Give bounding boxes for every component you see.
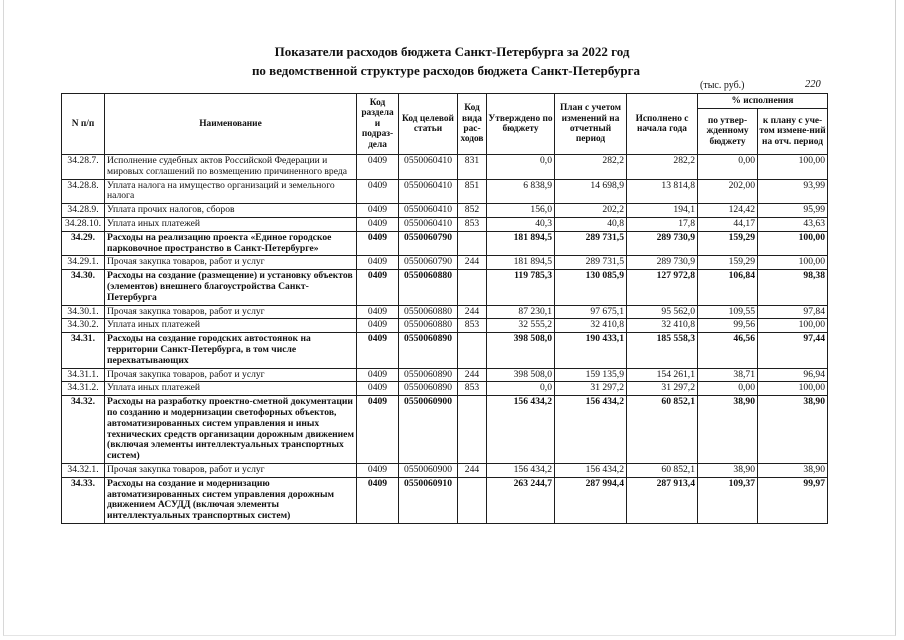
row-approved: 87 230,1: [487, 305, 555, 319]
row-executed: 32 410,8: [627, 319, 698, 333]
row-section: 0409: [357, 333, 399, 368]
row-plan: 287 994,4: [555, 477, 627, 523]
row-section: 0409: [357, 319, 399, 333]
header-num: N п/п: [62, 94, 105, 155]
row-article: 0550060890: [399, 368, 458, 382]
row-num: 34.28.10.: [62, 217, 105, 231]
row-num: 34.31.: [62, 333, 105, 368]
row-plan: 190 433,1: [555, 333, 627, 368]
row-section: 0409: [357, 305, 399, 319]
row-pct-plan: 38,90: [758, 463, 828, 477]
row-executed: 127 972,8: [627, 270, 698, 305]
row-executed: 185 558,3: [627, 333, 698, 368]
row-approved: 263 244,7: [487, 477, 555, 523]
header-approved: Утверждено по бюджету: [487, 94, 555, 155]
table-row: [62, 204, 828, 218]
row-pct-approved: 202,00: [698, 179, 758, 204]
row-plan: 159 135,9: [555, 368, 627, 382]
row-name: Прочая закупка товаров, работ и услуг: [105, 256, 357, 270]
row-executed: 31 297,2: [627, 382, 698, 396]
header-plan: План с учетом изменений на отчетный период: [555, 94, 627, 155]
row-pct-approved: 109,55: [698, 305, 758, 319]
row-plan: 97 675,1: [555, 305, 627, 319]
table-row: [62, 256, 828, 270]
row-article: 0550060880: [399, 270, 458, 305]
row-approved: 6 838,9: [487, 179, 555, 204]
row-pct-plan: 98,38: [758, 270, 828, 305]
row-num: 34.33.: [62, 477, 105, 523]
row-name: Расходы на разработку проектно-сметной документации по созданию и модернизации светофорных объектов, автоматизированных систем управления и иных технических средств организации дорожным движением (включая элементы интеллектуальных транспортных систем): [105, 396, 357, 464]
row-type: 244: [458, 368, 487, 382]
row-article: 0550060900: [399, 463, 458, 477]
row-pct-approved: 159,29: [698, 256, 758, 270]
budget-table: [61, 93, 828, 524]
table-row: [62, 463, 828, 477]
row-name: Расходы на создание городских автостоянок на территории Санкт-Петербурга, в том числе перехватывающих: [105, 333, 357, 368]
row-pct-plan: 43,63: [758, 217, 828, 231]
table-row: [62, 231, 828, 256]
row-name: Прочая закупка товаров, работ и услуг: [105, 463, 357, 477]
row-pct-plan: 100,00: [758, 382, 828, 396]
row-executed: 282,2: [627, 155, 698, 180]
row-pct-plan: 95,99: [758, 204, 828, 218]
row-executed: 17,8: [627, 217, 698, 231]
row-pct-plan: 100,00: [758, 256, 828, 270]
row-name: Уплата иных платежей: [105, 382, 357, 396]
row-pct-approved: 46,56: [698, 333, 758, 368]
header-section: Код раздела и подраз-дела: [357, 94, 399, 155]
table-row: [62, 217, 828, 231]
row-approved: 40,3: [487, 217, 555, 231]
table-body: [62, 155, 828, 524]
row-article: 0550060880: [399, 319, 458, 333]
row-pct-approved: 0,00: [698, 155, 758, 180]
row-executed: 154 261,1: [627, 368, 698, 382]
row-article: 0550060410: [399, 204, 458, 218]
table-row: [62, 179, 828, 204]
row-num: 34.28.9.: [62, 204, 105, 218]
row-approved: 0,0: [487, 382, 555, 396]
row-type: 852: [458, 204, 487, 218]
units-label: (тыс. руб.): [700, 80, 745, 91]
row-name: Расходы на создание (размещение) и установку объектов (элементов) внешнего благоустройства Санкт-Петербурга: [105, 270, 357, 305]
row-name: Уплата налога на имущество организаций и земельного налога: [105, 179, 357, 204]
table-row: [62, 333, 828, 368]
row-type: 853: [458, 382, 487, 396]
row-plan: 202,2: [555, 204, 627, 218]
page-number: 220: [805, 79, 821, 90]
row-num: 34.30.: [62, 270, 105, 305]
row-type: [458, 333, 487, 368]
row-pct-plan: 96,94: [758, 368, 828, 382]
row-section: 0409: [357, 477, 399, 523]
row-plan: 31 297,2: [555, 382, 627, 396]
row-num: 34.30.1.: [62, 305, 105, 319]
doc-title-line2: по ведомственной структуре расходов бюджета Санкт-Петербурга: [251, 63, 641, 78]
row-type: [458, 270, 487, 305]
row-approved: 156 434,2: [487, 396, 555, 464]
row-plan: 156 434,2: [555, 396, 627, 464]
row-num: 34.30.2.: [62, 319, 105, 333]
row-num: 34.29.: [62, 231, 105, 256]
row-num: 34.31.1.: [62, 368, 105, 382]
row-pct-plan: 100,00: [758, 155, 828, 180]
row-article: 0550060910: [399, 477, 458, 523]
table-row: [62, 305, 828, 319]
row-type: 853: [458, 217, 487, 231]
row-plan: 289 731,5: [555, 256, 627, 270]
row-approved: 32 555,2: [487, 319, 555, 333]
table-row: [62, 155, 828, 180]
row-type: 244: [458, 463, 487, 477]
row-pct-approved: 38,90: [698, 396, 758, 464]
row-section: 0409: [357, 179, 399, 204]
row-name: Расходы на создание и модернизацию автоматизированных систем управления дорожным движением АСУДД (включая элементы интеллектуальных транспортных систем): [105, 477, 357, 523]
row-plan: 156 434,2: [555, 463, 627, 477]
row-section: 0409: [357, 155, 399, 180]
row-executed: 60 852,1: [627, 463, 698, 477]
row-plan: 14 698,9: [555, 179, 627, 204]
header-pct-plan: к плану с уче-том измене-ний на отч. период: [758, 109, 828, 155]
row-plan: 289 731,5: [555, 231, 627, 256]
row-executed: 13 814,8: [627, 179, 698, 204]
row-type: [458, 477, 487, 523]
row-plan: 130 085,9: [555, 270, 627, 305]
row-pct-approved: 99,56: [698, 319, 758, 333]
row-section: 0409: [357, 231, 399, 256]
row-name: Уплата прочих налогов, сборов: [105, 204, 357, 218]
row-num: 34.31.2.: [62, 382, 105, 396]
row-name: Исполнение судебных актов Российской Федерации и мировых соглашений по возмещению причиненного вреда: [105, 155, 357, 180]
row-num: 34.28.8.: [62, 179, 105, 204]
row-executed: 95 562,0: [627, 305, 698, 319]
header-name: Наименование: [105, 94, 357, 155]
row-pct-plan: 97,84: [758, 305, 828, 319]
row-article: 0550060410: [399, 217, 458, 231]
row-name: Уплата иных платежей: [105, 217, 357, 231]
row-approved: 181 894,5: [487, 231, 555, 256]
row-article: 0550060790: [399, 231, 458, 256]
row-approved: 119 785,3: [487, 270, 555, 305]
row-section: 0409: [357, 396, 399, 464]
row-section: 0409: [357, 382, 399, 396]
header-type: Код вида рас-ходов: [458, 94, 487, 155]
row-pct-approved: 106,84: [698, 270, 758, 305]
row-executed: 289 730,9: [627, 231, 698, 256]
row-section: 0409: [357, 256, 399, 270]
row-num: 34.32.1.: [62, 463, 105, 477]
row-executed: 289 730,9: [627, 256, 698, 270]
row-type: [458, 231, 487, 256]
header-pct-group: % исполнения: [698, 94, 828, 109]
row-section: 0409: [357, 463, 399, 477]
row-pct-plan: 100,00: [758, 231, 828, 256]
row-pct-approved: 44,17: [698, 217, 758, 231]
row-pct-plan: 93,99: [758, 179, 828, 204]
row-num: 34.28.7.: [62, 155, 105, 180]
row-name: Уплата иных платежей: [105, 319, 357, 333]
row-num: 34.29.1.: [62, 256, 105, 270]
row-name: Расходы на реализацию проекта «Единое городское парковочное пространство в Санкт-Петербурге»: [105, 231, 357, 256]
table-row: [62, 319, 828, 333]
row-pct-approved: 38,71: [698, 368, 758, 382]
table-row: [62, 477, 828, 523]
row-pct-approved: 159,29: [698, 231, 758, 256]
row-approved: 398 508,0: [487, 333, 555, 368]
row-article: 0550060900: [399, 396, 458, 464]
header-article: Код целевой статьи: [399, 94, 458, 155]
row-executed: 60 852,1: [627, 396, 698, 464]
row-type: [458, 396, 487, 464]
row-approved: 156,0: [487, 204, 555, 218]
row-section: 0409: [357, 368, 399, 382]
row-type: 831: [458, 155, 487, 180]
row-approved: 156 434,2: [487, 463, 555, 477]
row-plan: 32 410,8: [555, 319, 627, 333]
row-pct-plan: 100,00: [758, 319, 828, 333]
row-pct-approved: 124,42: [698, 204, 758, 218]
row-plan: 40,8: [555, 217, 627, 231]
row-pct-approved: 38,90: [698, 463, 758, 477]
row-pct-approved: 109,37: [698, 477, 758, 523]
header-pct-approved: по утвер-жденному бюджету: [698, 109, 758, 155]
row-pct-approved: 0,00: [698, 382, 758, 396]
row-plan: 282,2: [555, 155, 627, 180]
row-executed: 287 913,4: [627, 477, 698, 523]
row-article: 0550060890: [399, 333, 458, 368]
row-article: 0550060790: [399, 256, 458, 270]
doc-title-line1: Показатели расходов бюджета Санкт-Петербурга за 2022 год: [274, 44, 630, 59]
row-type: 244: [458, 305, 487, 319]
row-section: 0409: [357, 270, 399, 305]
row-article: 0550060410: [399, 179, 458, 204]
row-executed: 194,1: [627, 204, 698, 218]
row-approved: 0,0: [487, 155, 555, 180]
row-type: 244: [458, 256, 487, 270]
table-row: [62, 396, 828, 464]
row-pct-plan: 38,90: [758, 396, 828, 464]
row-num: 34.32.: [62, 396, 105, 464]
row-approved: 181 894,5: [487, 256, 555, 270]
row-article: 0550060880: [399, 305, 458, 319]
row-article: 0550060890: [399, 382, 458, 396]
row-type: 851: [458, 179, 487, 204]
row-pct-plan: 99,97: [758, 477, 828, 523]
table-row: [62, 382, 828, 396]
row-approved: 398 508,0: [487, 368, 555, 382]
row-type: 853: [458, 319, 487, 333]
row-article: 0550060410: [399, 155, 458, 180]
row-name: Прочая закупка товаров, работ и услуг: [105, 305, 357, 319]
row-section: 0409: [357, 217, 399, 231]
header-executed: Исполнено с начала года: [627, 94, 698, 155]
row-section: 0409: [357, 204, 399, 218]
row-name: Прочая закупка товаров, работ и услуг: [105, 368, 357, 382]
row-pct-plan: 97,44: [758, 333, 828, 368]
table-row: [62, 270, 828, 305]
table-row: [62, 368, 828, 382]
